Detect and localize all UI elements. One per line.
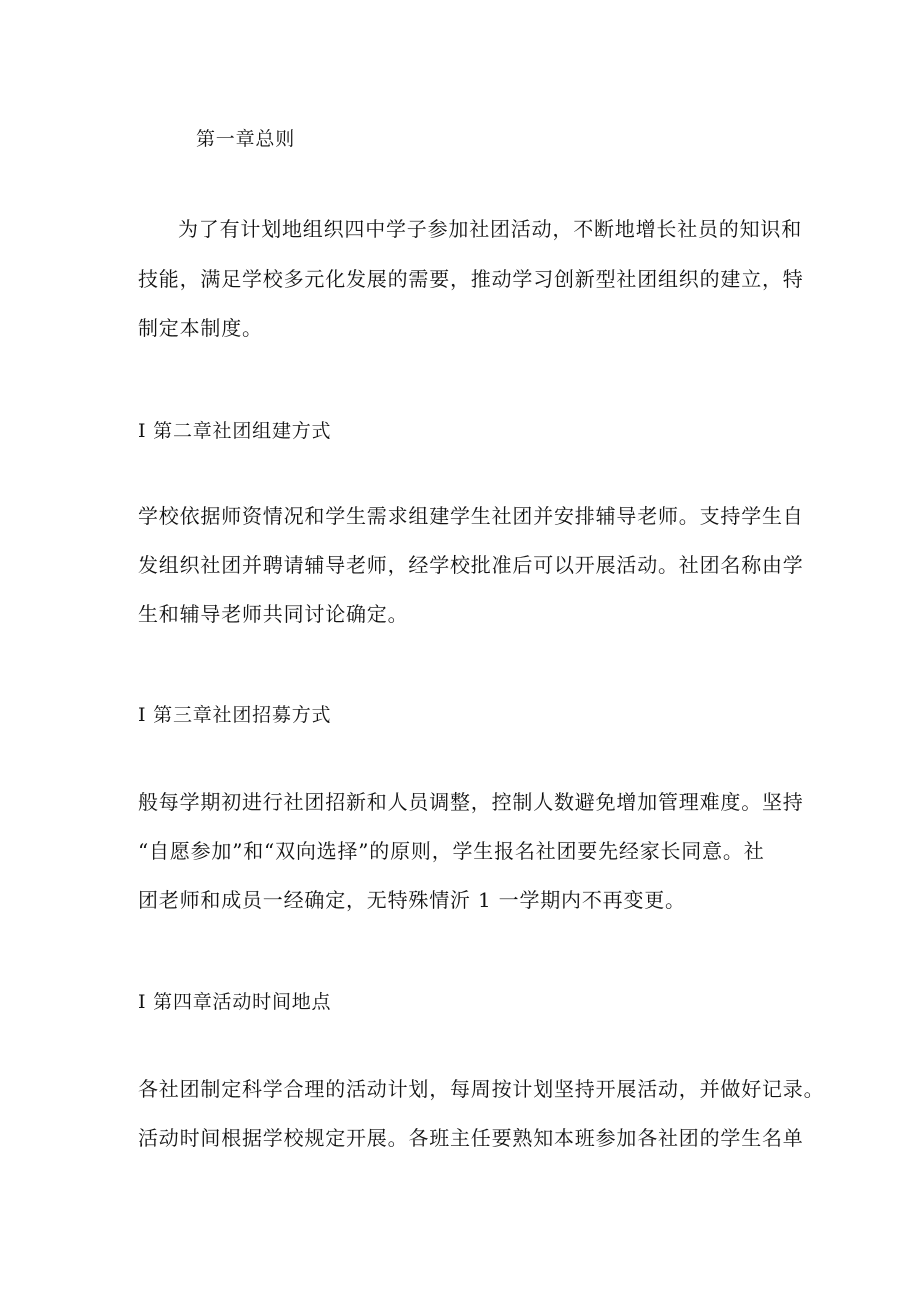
chapter-1-line-3: 制定本制度。 <box>138 316 263 340</box>
chapter-3-line-1: 般每学期初进行社团招新和人员调整，控制人数避免增加管理难度。坚持 <box>138 790 804 814</box>
chapter-4-line-2: 活动时间根据学校规定开展。各班主任要熟知本班参加各社团的学生名单 <box>138 1126 804 1150</box>
chapter-3-line-2: “自愿参加”和“双向选择”的原则，学生报名社团要先经家长同意。社 <box>138 839 765 863</box>
chapter-1-line-2: 技能，满足学校多元化发展的需要，推动学习创新型社团组织的建立，特 <box>138 267 804 291</box>
chapter-2-line-3: 生和辅导老师共同讨论确定。 <box>138 602 409 626</box>
chapter-4-heading: I 第四章活动时间地点 <box>138 991 332 1013</box>
chapter-2-line-1: 学校依据师资情况和学生需求组建学生社团并安排辅导老师。支持学生自 <box>138 504 804 528</box>
chapter-2-heading: I 第二章社团组建方式 <box>138 420 332 442</box>
chapter-1-heading: 第一章总则 <box>196 128 296 150</box>
chapter-3-line-3: 团老师和成员一经确定，无特殊情沂 1 一学期内不再变更。 <box>138 888 686 912</box>
chapter-2-line-2: 发组织社团并聘请辅导老师，经学校批准后可以开展活动。社团名称由学 <box>138 553 804 577</box>
chapter-4-line-1: 各社团制定科学合理的活动计划，每周按计划坚持开展活动，并做好记录。 <box>138 1077 825 1101</box>
chapter-1-line-1: 为了有计划地组织四中学子参加社团活动，不断地增长社员的知识和 <box>178 217 802 241</box>
chapter-3-heading: I 第三章社团招募方式 <box>138 704 332 726</box>
